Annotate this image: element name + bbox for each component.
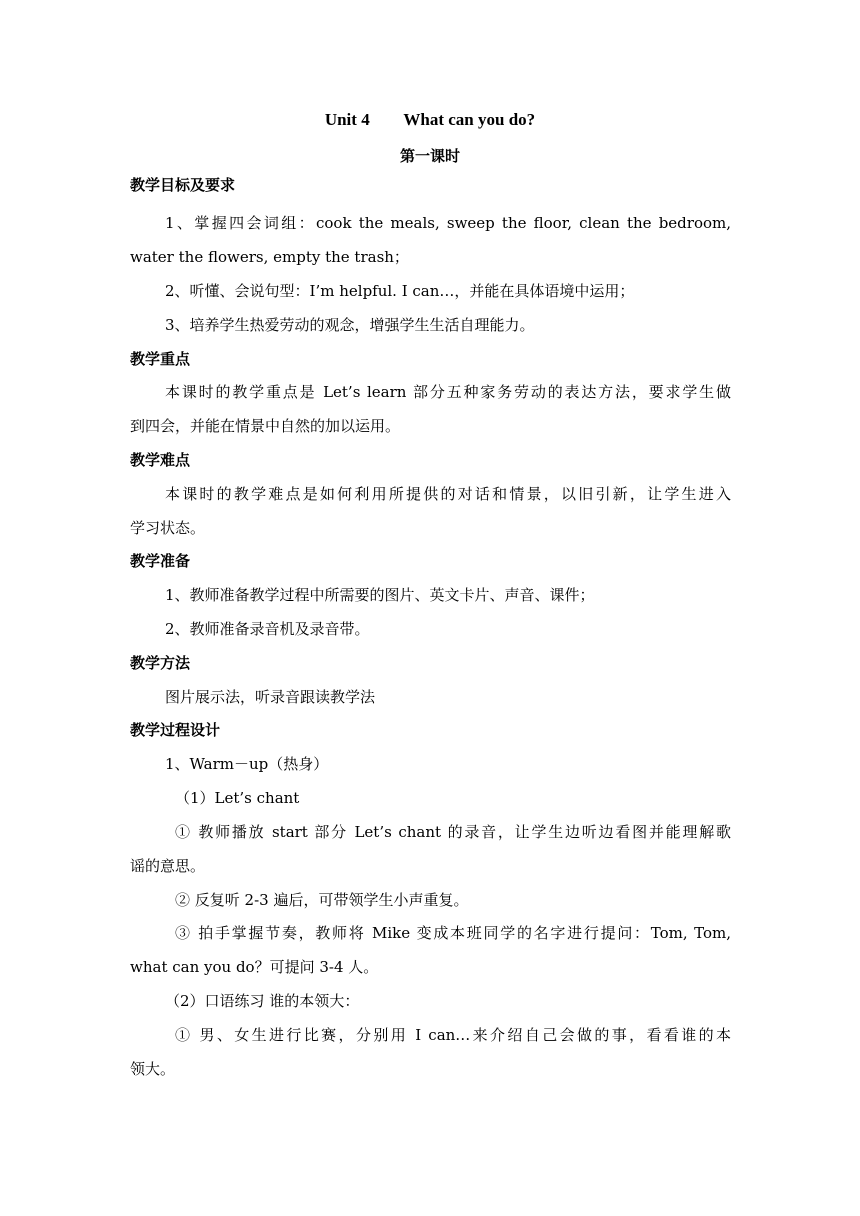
process-sub-1-b: ② 反复听 2-3 遍后，可带领学生小声重复。 [175,891,469,909]
process-heading: 教学过程设计 [130,721,221,739]
key-points-heading: 教学重点 [130,350,191,368]
key-points-line-1: 本课时的教学重点是 Let’s learn 部分五种家务劳动的表达方法，要求学生做 [165,383,731,401]
process-sub-2-a-line-1: ① 男、女生进行比赛，分别用 I can…来介绍自己会做的事，看看谁的本 [175,1026,731,1044]
process-sub-1-a-line-1: ① 教师播放 start 部分 Let’s chant 的录音，让学生边听边看图并能理解歌 [175,823,731,841]
process-sub-1: （1）Let’s chant [175,789,300,807]
process-sub-2-a-line-2: 领大。 [130,1060,176,1078]
key-points-line-2: 到四会，并能在情景中自然的加以运用。 [130,417,401,435]
process-sub-2: （2）口语练习 谁的本领大： [165,992,360,1010]
process-sub-1-a-line-2: 谣的意思。 [130,857,206,875]
methods-line-1: 图片展示法，听录音跟读教学法 [165,688,376,706]
difficulties-line-2: 学习状态。 [130,519,206,537]
objectives-item-3: 3、培养学生热爱劳动的观念，增强学生生活自理能力。 [165,316,535,334]
difficulties-heading: 教学难点 [130,451,191,469]
preparation-item-2: 2、教师准备录音机及录音带。 [165,620,370,638]
objectives-item-1-line-1: 1、掌握四会词组：cook the meals, sweep the floor, clean the bedroom, [165,214,731,232]
document-title: Unit 4 What can you do? [324,110,536,129]
objectives-item-2: 2、听懂、会说句型：I’m helpful. I can…，并能在具体语境中运用； [165,282,635,300]
objectives-item-1-line-2: water the flowers, empty the trash； [130,248,409,266]
preparation-item-1: 1、教师准备教学过程中所需要的图片、英文卡片、声音、课件； [165,586,595,604]
methods-heading: 教学方法 [130,654,191,672]
preparation-heading: 教学准备 [130,552,191,570]
difficulties-line-1: 本课时的教学难点是如何利用所提供的对话和情景，以旧引新，让学生进入 [165,485,731,503]
process-step-1: 1、Warm－up（热身） [165,755,329,773]
process-sub-1-c-line-1: ③ 拍手掌握节奏，教师将 Mike 变成本班同学的名字进行提问：Tom, Tom, [175,924,731,942]
lesson-subtitle: 第一课时 [399,147,460,165]
objectives-heading: 教学目标及要求 [130,176,236,194]
process-sub-1-c-line-2: what can you do？可提问 3-4 人。 [130,958,379,976]
